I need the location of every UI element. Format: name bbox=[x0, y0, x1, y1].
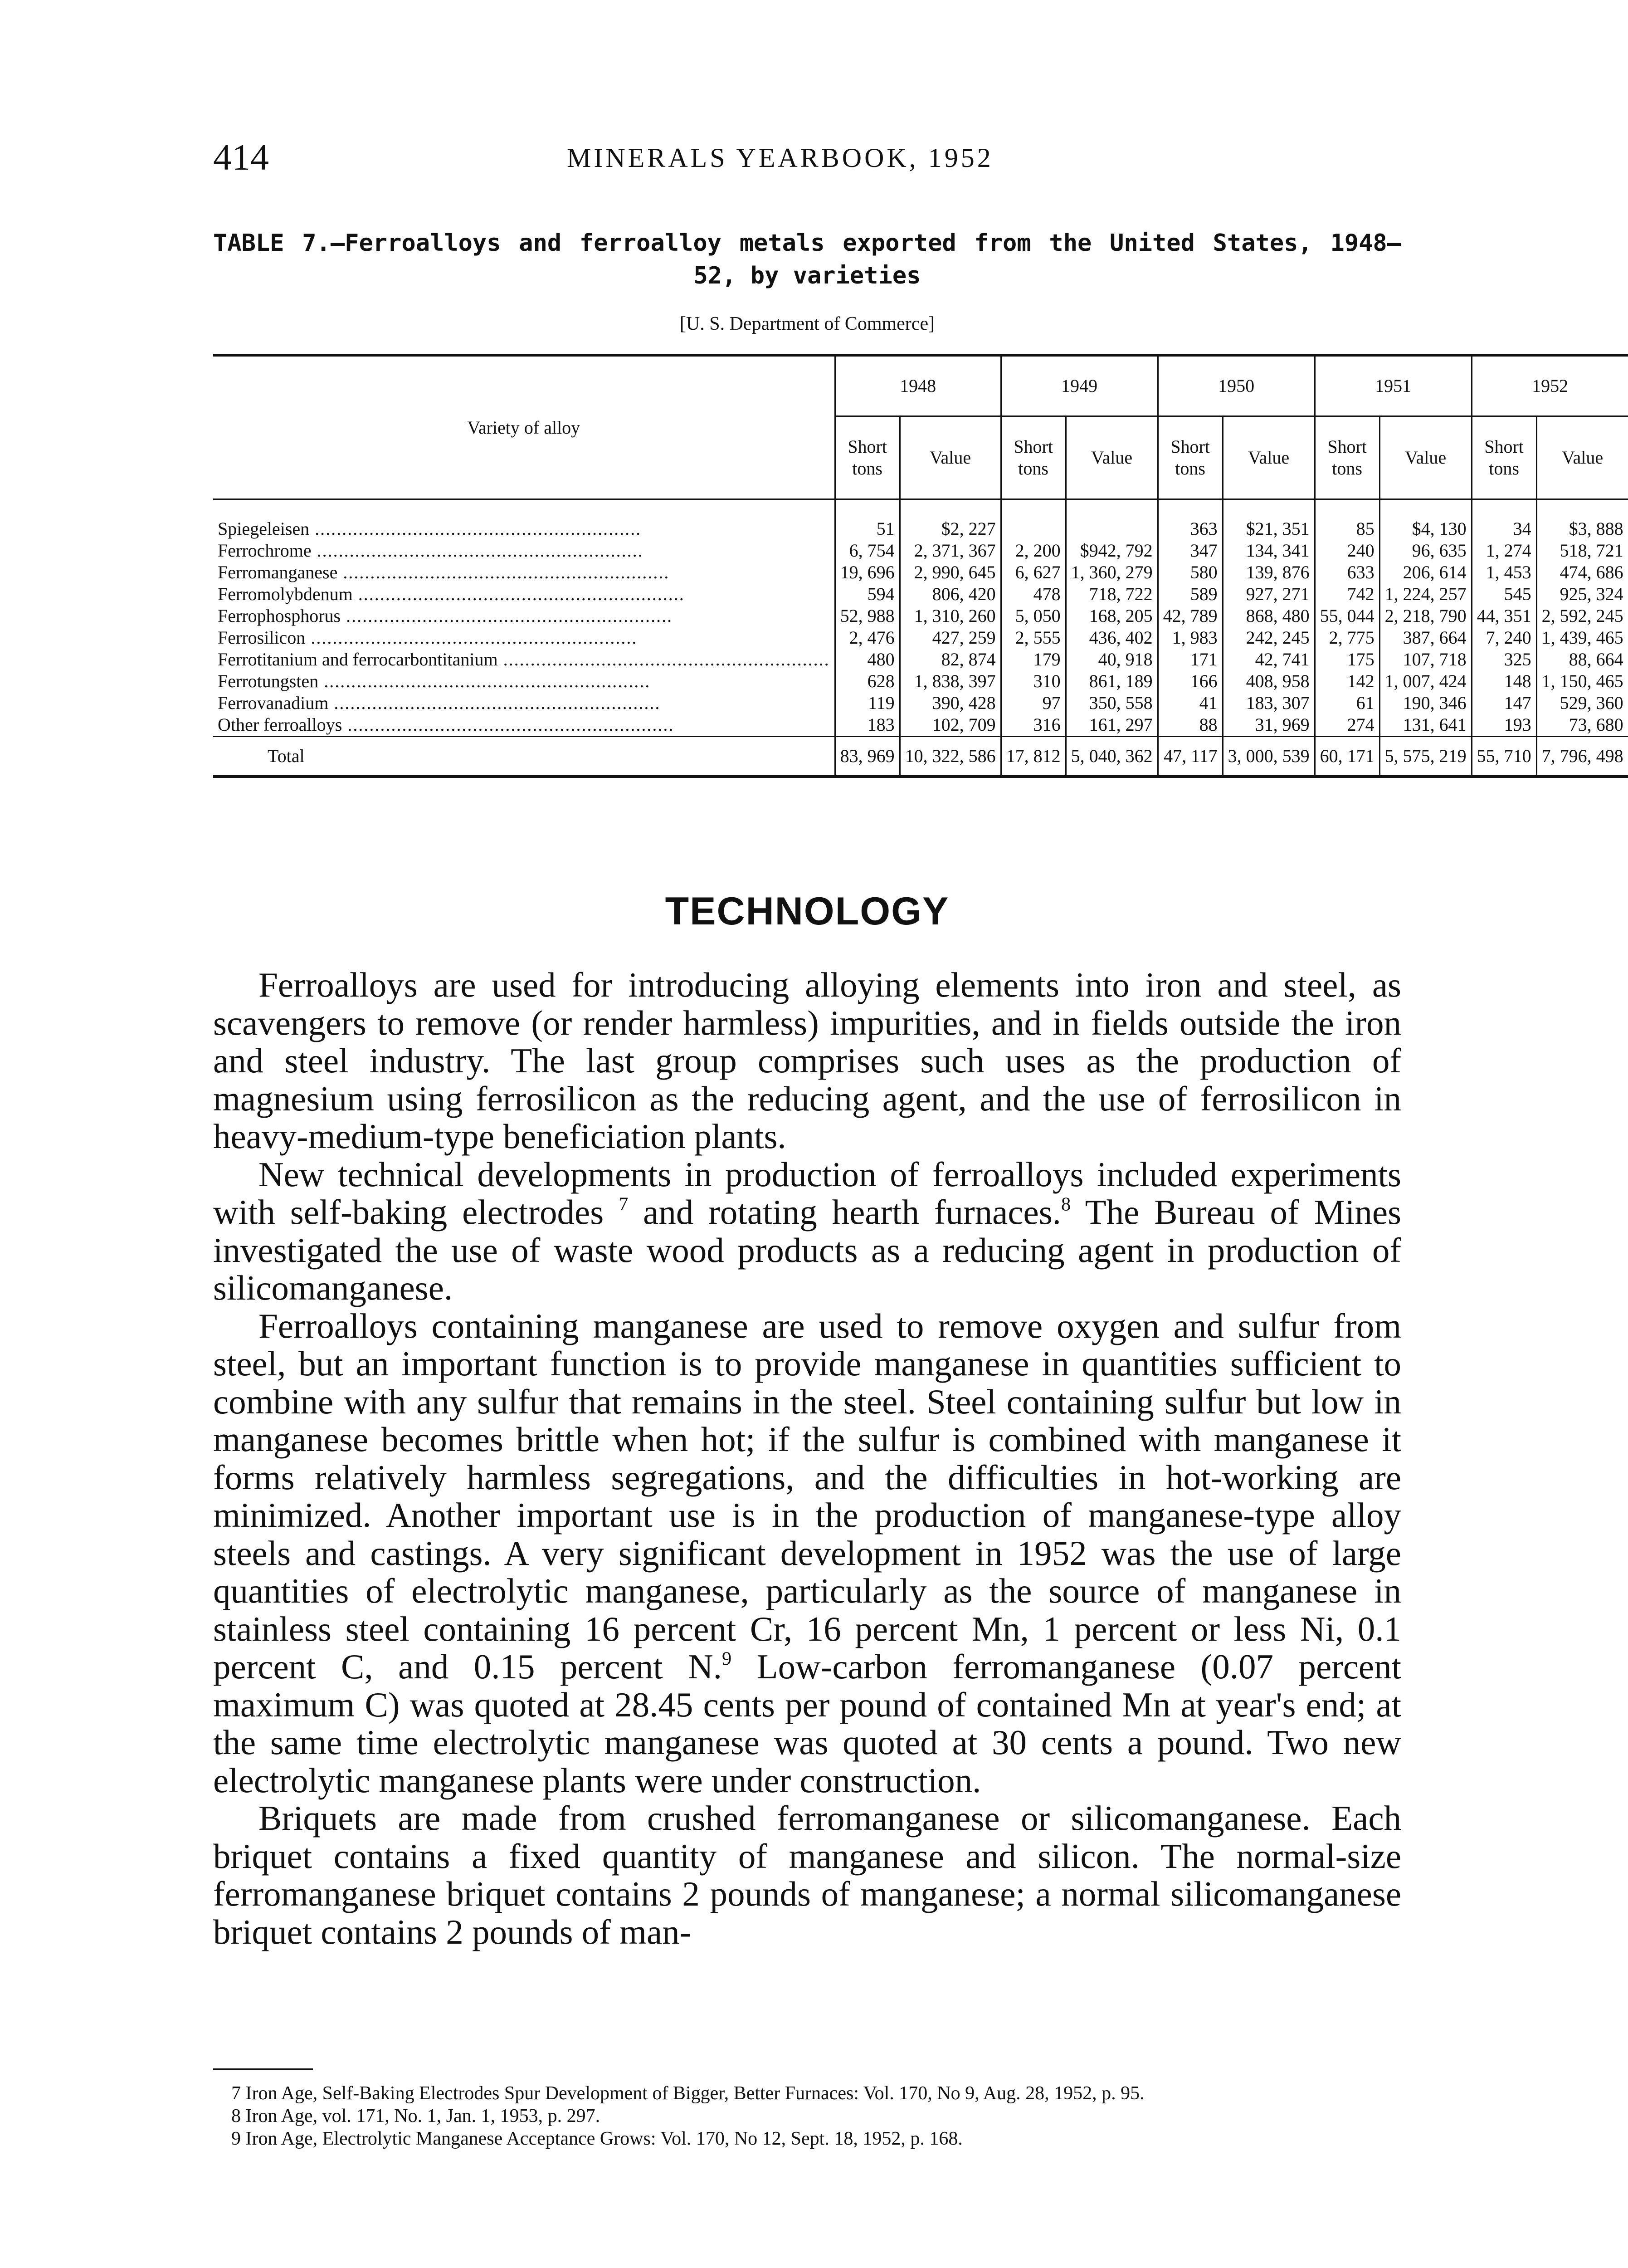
table-row bbox=[213, 714, 1628, 737]
table-source: [U. S. Department of Commerce] bbox=[679, 313, 935, 334]
paragraph-text: Ferroalloys containing manganese are used to remove oxygen and sulfur from steel, but an important function is to provide manganese in quantities sufficient to combine with any sulfur that remains in the steel. Steel containing sulfur but low in manganese becomes brittle when hot; if the sulfur is combined with manganese it forms relatively harmless segregations, and the difficulties in hot-working are minimized. Another important use is in the production of manganese-type alloy steels and castings. A very significant development in 1952 was the use of large quantities of electrolytic manganese, particularly as the source of manganese in stainless steel containing 16 percent Cr, 16 percent Mn, 1 percent or less Ni, 0.1 percent C, and 0.15 percent N. bbox=[213, 1306, 1401, 1686]
short-tons-cell: 179 bbox=[1001, 649, 1066, 670]
year-header: 1950 bbox=[1158, 355, 1315, 416]
row-label bbox=[213, 649, 835, 670]
row-label-text: Ferrochrome ..... bbox=[218, 540, 830, 562]
value-cell: 31, 969 bbox=[1223, 714, 1315, 737]
footnote-ref: 8 bbox=[1061, 1193, 1071, 1215]
value-cell: 408, 958 bbox=[1223, 670, 1315, 692]
short-tons-cell: 742 bbox=[1315, 583, 1379, 605]
short-tons-cell: 88 bbox=[1158, 714, 1223, 737]
value-cell: 1, 439, 465 bbox=[1536, 627, 1628, 649]
value-cell: 529, 360 bbox=[1536, 692, 1628, 714]
value-cell: 861, 189 bbox=[1066, 670, 1158, 692]
table-row bbox=[213, 627, 1628, 649]
short-tons-cell: 2, 775 bbox=[1315, 627, 1379, 649]
short-tons-cell: 47, 117 bbox=[1158, 737, 1223, 777]
table-body bbox=[213, 499, 1628, 777]
value-cell: 10, 322, 586 bbox=[900, 737, 1001, 777]
row-label-text: Ferrotungsten ..... bbox=[218, 670, 830, 692]
value-cell: 190, 346 bbox=[1379, 692, 1472, 714]
table-row bbox=[213, 649, 1628, 670]
short-tons-cell: 1, 274 bbox=[1472, 540, 1536, 562]
footnote: 9 Iron Age, Electrolytic Manganese Acceptance Grows: Vol. 170, No 12, Sept. 18, 1952, p. 168. bbox=[231, 2128, 963, 2149]
value-cell: 40, 918 bbox=[1066, 649, 1158, 670]
short-tons-cell: 175 bbox=[1315, 649, 1379, 670]
value-cell: $21, 351 bbox=[1223, 499, 1315, 540]
value-cell: 806, 420 bbox=[900, 583, 1001, 605]
value-cell: 73, 680 bbox=[1536, 714, 1628, 737]
short-tons-cell: 325 bbox=[1472, 649, 1536, 670]
value-cell: 107, 718 bbox=[1379, 649, 1472, 670]
short-tons-cell: 240 bbox=[1315, 540, 1379, 562]
value-header: Value bbox=[900, 416, 1001, 499]
short-tons-cell: 42, 789 bbox=[1158, 605, 1223, 627]
value-cell: 3, 000, 539 bbox=[1223, 737, 1315, 777]
paragraph-text: New technical developments in production of ferroalloys included experiments with self-baking electrodes bbox=[213, 1154, 1401, 1232]
value-cell: 718, 722 bbox=[1066, 583, 1158, 605]
row-label-text: Ferrosilicon ..... bbox=[218, 627, 830, 649]
short-tons-cell: 83, 969 bbox=[835, 737, 900, 777]
short-tons-header: Short tons bbox=[1315, 416, 1379, 499]
row-label-text: Ferrotitanium and ferrocarbontitanium ..... bbox=[218, 649, 830, 670]
value-cell: 2, 592, 245 bbox=[1536, 605, 1628, 627]
value-cell: $942, 792 bbox=[1066, 540, 1158, 562]
short-tons-cell: 628 bbox=[835, 670, 900, 692]
row-label-text: Ferrophosphorus ..... bbox=[218, 605, 830, 627]
value-cell: 1, 838, 397 bbox=[900, 670, 1001, 692]
short-tons-cell: 52, 988 bbox=[835, 605, 900, 627]
value-cell: 139, 876 bbox=[1223, 562, 1315, 583]
short-tons-cell: 480 bbox=[835, 649, 900, 670]
short-tons-header: Short tons bbox=[835, 416, 900, 499]
variety-header: Variety of alloy bbox=[213, 355, 835, 499]
short-tons-cell: 183 bbox=[835, 714, 900, 737]
short-tons-cell: 7, 240 bbox=[1472, 627, 1536, 649]
value-cell: 1, 360, 279 bbox=[1066, 562, 1158, 583]
row-label bbox=[213, 670, 835, 692]
value-cell: 2, 218, 790 bbox=[1379, 605, 1472, 627]
footnote-rule bbox=[213, 2068, 313, 2070]
total-row bbox=[213, 737, 1628, 777]
value-cell: $4, 130 bbox=[1379, 499, 1472, 540]
table-title: TABLE 7.—Ferroalloys and ferroalloy metals exported from the United States, 1948–52, by varieties bbox=[213, 230, 1401, 289]
value-cell: 474, 686 bbox=[1536, 562, 1628, 583]
value-cell: 2, 371, 367 bbox=[900, 540, 1001, 562]
value-cell: 1, 310, 260 bbox=[900, 605, 1001, 627]
value-cell: 427, 259 bbox=[900, 627, 1001, 649]
row-label bbox=[213, 499, 835, 540]
short-tons-cell: 55, 044 bbox=[1315, 605, 1379, 627]
exports-table bbox=[213, 354, 1628, 778]
value-cell: 436, 402 bbox=[1066, 627, 1158, 649]
short-tons-cell: 97 bbox=[1001, 692, 1066, 714]
table-row bbox=[213, 499, 1628, 540]
row-label-text: Ferrovanadium ..... bbox=[218, 692, 830, 714]
value-cell: 82, 874 bbox=[900, 649, 1001, 670]
short-tons-cell: 148 bbox=[1472, 670, 1536, 692]
value-header: Value bbox=[1066, 416, 1158, 499]
value-cell: 134, 341 bbox=[1223, 540, 1315, 562]
short-tons-header: Short tons bbox=[1001, 416, 1066, 499]
row-label bbox=[213, 714, 835, 737]
value-cell: 183, 307 bbox=[1223, 692, 1315, 714]
section-heading: TECHNOLOGY bbox=[665, 890, 950, 933]
row-label bbox=[213, 737, 835, 777]
short-tons-cell: 44, 351 bbox=[1472, 605, 1536, 627]
value-cell: 390, 428 bbox=[900, 692, 1001, 714]
short-tons-cell: 633 bbox=[1315, 562, 1379, 583]
row-label-text: Ferromolybdenum ..... bbox=[218, 583, 830, 605]
page-header bbox=[213, 136, 1401, 191]
short-tons-cell: 85 bbox=[1315, 499, 1379, 540]
year-header: 1948 bbox=[835, 355, 1001, 416]
short-tons-cell: 51 bbox=[835, 499, 900, 540]
short-tons-cell: 119 bbox=[835, 692, 900, 714]
short-tons-cell: 17, 812 bbox=[1001, 737, 1066, 777]
paragraph-text: Low-carbon ferromanganese (0.07 percent maximum C) was quoted at 28.45 cents per pound of contained Mn at year's end; at the same time electrolytic manganese was quoted at 30 cents a pound. Two new electrolytic manganese plants were under construction. bbox=[213, 1647, 1402, 1800]
short-tons-cell: 142 bbox=[1315, 670, 1379, 692]
row-label bbox=[213, 540, 835, 562]
paragraph bbox=[213, 1156, 1401, 1307]
value-cell: 88, 664 bbox=[1536, 649, 1628, 670]
short-tons-cell: 1, 453 bbox=[1472, 562, 1536, 583]
value-cell: 2, 990, 645 bbox=[900, 562, 1001, 583]
row-label bbox=[213, 627, 835, 649]
value-cell: 518, 721 bbox=[1536, 540, 1628, 562]
short-tons-cell: 1, 983 bbox=[1158, 627, 1223, 649]
short-tons-cell: 60, 171 bbox=[1315, 737, 1379, 777]
row-label bbox=[213, 605, 835, 627]
short-tons-cell: 55, 710 bbox=[1472, 737, 1536, 777]
short-tons-cell: 147 bbox=[1472, 692, 1536, 714]
paragraph bbox=[213, 1307, 1401, 1800]
value-cell: 1, 224, 257 bbox=[1379, 583, 1472, 605]
value-cell: 387, 664 bbox=[1379, 627, 1472, 649]
short-tons-cell: 347 bbox=[1158, 540, 1223, 562]
row-label-text: Other ferroalloys ..... bbox=[218, 714, 830, 736]
paragraph-text: and rotating hearth furnaces. bbox=[643, 1193, 1061, 1232]
table-row bbox=[213, 605, 1628, 627]
short-tons-cell: 166 bbox=[1158, 670, 1223, 692]
footnote-ref: 7 bbox=[619, 1193, 629, 1215]
year-header: 1949 bbox=[1001, 355, 1158, 416]
value-cell: 96, 635 bbox=[1379, 540, 1472, 562]
table-row bbox=[213, 540, 1628, 562]
short-tons-cell: 34 bbox=[1472, 499, 1536, 540]
short-tons-cell: 478 bbox=[1001, 583, 1066, 605]
short-tons-cell: 41 bbox=[1158, 692, 1223, 714]
table-row bbox=[213, 692, 1628, 714]
short-tons-cell: 6, 754 bbox=[835, 540, 900, 562]
short-tons-cell: 589 bbox=[1158, 583, 1223, 605]
footnote-ref: 9 bbox=[721, 1648, 732, 1670]
short-tons-cell: 363 bbox=[1158, 499, 1223, 540]
short-tons-cell: 2, 555 bbox=[1001, 627, 1066, 649]
short-tons-header: Short tons bbox=[1158, 416, 1223, 499]
row-label-text: Ferromanganese ..... bbox=[218, 562, 830, 583]
paragraph: Ferroalloys are used for introducing alloying elements into iron and steel, as scavengers to remove (or render harmless) impurities, and in fields outside the iron and steel industry. The last group comprises such uses as the production of magnesium using ferrosilicon as the reducing agent, and the use of ferrosilicon in heavy-medium-type beneficiation plants. bbox=[213, 965, 1401, 1156]
short-tons-cell: 5, 050 bbox=[1001, 605, 1066, 627]
short-tons-cell: 171 bbox=[1158, 649, 1223, 670]
paragraph-text: The Bureau of Mines investigated the use of waste wood products as a reducing agent in production of silicomanganese. bbox=[213, 1193, 1402, 1307]
row-label-text: Total bbox=[268, 746, 305, 766]
value-cell: 1, 150, 465 bbox=[1536, 670, 1628, 692]
exports-table-container bbox=[213, 354, 1623, 778]
short-tons-cell: 61 bbox=[1315, 692, 1379, 714]
row-label bbox=[213, 692, 835, 714]
short-tons-cell: 594 bbox=[835, 583, 900, 605]
value-cell: 868, 480 bbox=[1223, 605, 1315, 627]
footnote: 8 Iron Age, vol. 171, No. 1, Jan. 1, 1953, p. 297. bbox=[231, 2106, 600, 2126]
short-tons-cell: 19, 696 bbox=[835, 562, 900, 583]
value-cell: 102, 709 bbox=[900, 714, 1001, 737]
value-cell bbox=[1066, 499, 1158, 540]
short-tons-cell: 310 bbox=[1001, 670, 1066, 692]
short-tons-header: Short tons bbox=[1472, 416, 1536, 499]
value-cell: 131, 641 bbox=[1379, 714, 1472, 737]
value-header: Value bbox=[1223, 416, 1315, 499]
paragraph: Briquets are made from crushed ferromanganese or silicomanganese. Each briquet contains a fixed quantity of manganese and silicon. The normal-size ferromanganese briquet contains 2 pounds of manganese; a normal silicomanganese briquet contains 2 pounds of man- bbox=[213, 1799, 1401, 1951]
running-title: MINERALS YEARBOOK, 1952 bbox=[567, 143, 994, 173]
value-cell: 7, 796, 498 bbox=[1536, 737, 1628, 777]
short-tons-cell: 6, 627 bbox=[1001, 562, 1066, 583]
short-tons-cell: 274 bbox=[1315, 714, 1379, 737]
row-label bbox=[213, 562, 835, 583]
short-tons-cell: 580 bbox=[1158, 562, 1223, 583]
table-row bbox=[213, 583, 1628, 605]
table-row bbox=[213, 670, 1628, 692]
page-number: 414 bbox=[213, 137, 269, 178]
short-tons-cell: 2, 200 bbox=[1001, 540, 1066, 562]
value-header: Value bbox=[1536, 416, 1628, 499]
footnotes bbox=[213, 2082, 1401, 2150]
value-cell: 927, 271 bbox=[1223, 583, 1315, 605]
value-cell: 1, 007, 424 bbox=[1379, 670, 1472, 692]
short-tons-cell: 193 bbox=[1472, 714, 1536, 737]
value-cell: 5, 040, 362 bbox=[1066, 737, 1158, 777]
row-label-text: Spiegeleisen ..... bbox=[218, 518, 830, 540]
year-header: 1951 bbox=[1315, 355, 1472, 416]
value-cell: 206, 614 bbox=[1379, 562, 1472, 583]
value-cell: 242, 245 bbox=[1223, 627, 1315, 649]
body-text bbox=[213, 966, 1401, 1951]
value-cell: $2, 227 bbox=[900, 499, 1001, 540]
table-row bbox=[213, 562, 1628, 583]
short-tons-cell: 545 bbox=[1472, 583, 1536, 605]
value-cell: 161, 297 bbox=[1066, 714, 1158, 737]
value-cell: $3, 888 bbox=[1536, 499, 1628, 540]
value-cell: 925, 324 bbox=[1536, 583, 1628, 605]
short-tons-cell: 2, 476 bbox=[835, 627, 900, 649]
short-tons-cell: 316 bbox=[1001, 714, 1066, 737]
short-tons-cell bbox=[1001, 499, 1066, 540]
value-cell: 5, 575, 219 bbox=[1379, 737, 1472, 777]
footnote: 7 Iron Age, Self-Baking Electrodes Spur Development of Bigger, Better Furnaces: Vol. 170, No 9, Aug. 28, 1952, p. 95. bbox=[231, 2083, 1145, 2104]
value-cell: 42, 741 bbox=[1223, 649, 1315, 670]
row-label bbox=[213, 583, 835, 605]
value-cell: 350, 558 bbox=[1066, 692, 1158, 714]
value-header: Value bbox=[1379, 416, 1472, 499]
value-cell: 168, 205 bbox=[1066, 605, 1158, 627]
year-header: 1952 bbox=[1472, 355, 1628, 416]
